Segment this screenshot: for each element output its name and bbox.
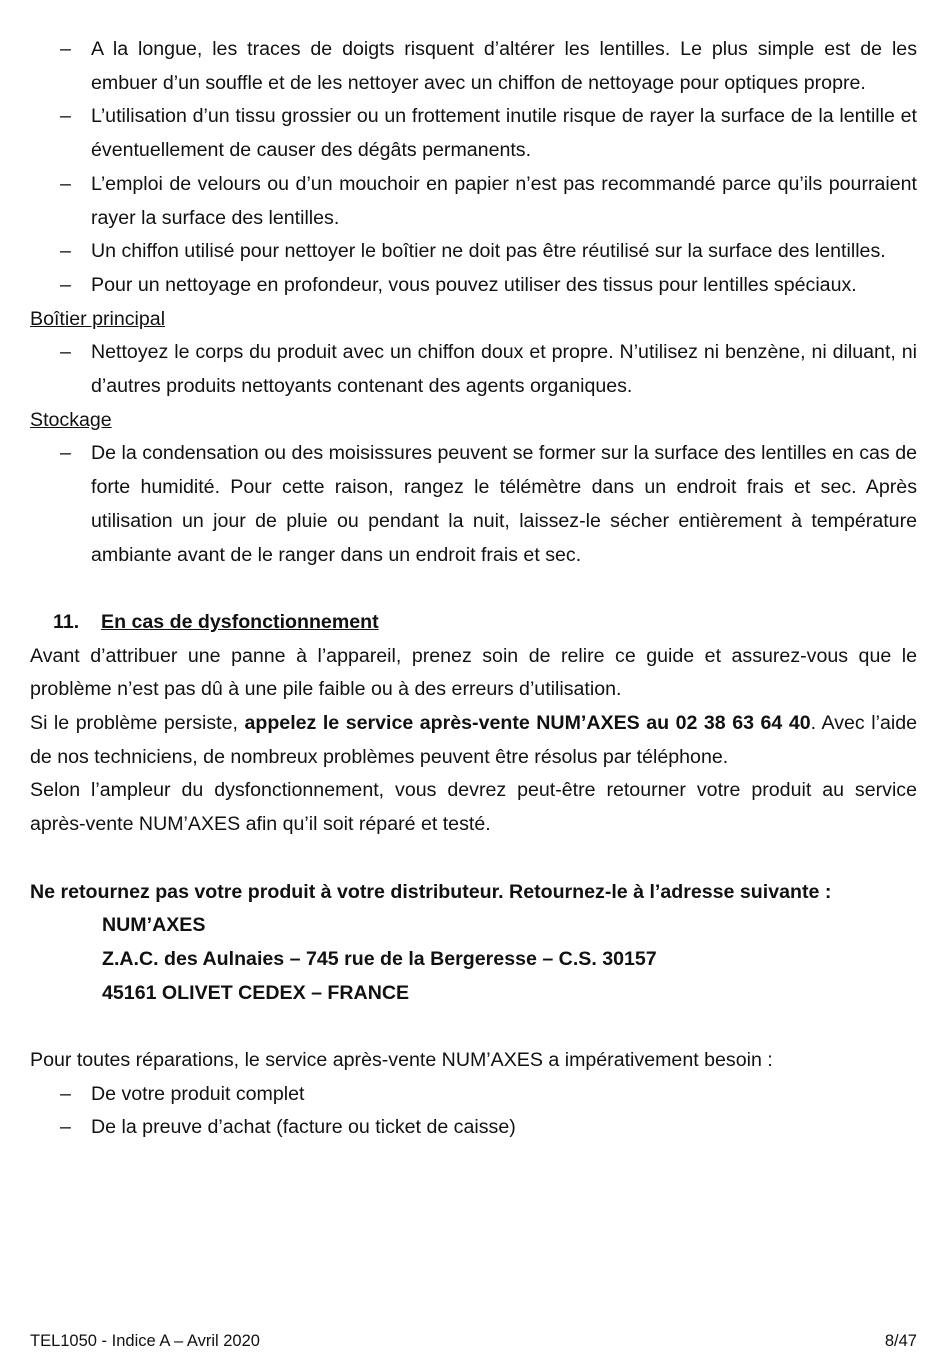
- lens-cleaning-list: [30, 33, 917, 303]
- body-cleaning-list: [30, 336, 917, 403]
- after-sales-text-end: . Avec l’aide de nos techniciens, de nombreux problèmes peuvent être résolus par téléphone.: [30, 712, 917, 768]
- list-item: – De votre produit complet: [30, 1078, 917, 1112]
- malfunction-intro-paragraph: Avant d’attribuer une panne à l’appareil, prenez soin de relire ce guide et assurez-vous que le problème n’est pas dû à une pile faible ou à des erreurs d’utilisation.: [30, 644, 917, 701]
- return-notice: Ne retournez pas votre produit à votre distributeur. Retournez-le à l’adresse suivante :: [30, 880, 832, 903]
- address-line-1: NUM’AXES: [102, 914, 206, 937]
- section-title: En cas de dysfonctionnement: [101, 610, 379, 633]
- address-line-2: Z.A.C. des Aulnaies – 745 rue de la Bergeresse – C.S. 30157: [102, 947, 657, 970]
- address-line-3: 45161 OLIVET CEDEX – FRANCE: [102, 981, 410, 1004]
- after-sales-paragraph: [30, 707, 917, 774]
- return-paragraph: Selon l’ampleur du dysfonctionnement, vous devrez peut-être retourner votre produit au service après-vente NUM’AXES afin qu’il soit réparé et testé.: [30, 779, 917, 836]
- repair-requirements-intro: Pour toutes réparations, le service après-vente NUM’AXES a impérativement besoin :: [30, 1049, 773, 1072]
- section-heading: [30, 606, 917, 640]
- storage-section-heading: Stockage: [30, 408, 112, 431]
- list-item: – De la preuve d’achat (facture ou ticket de caisse): [30, 1111, 917, 1145]
- list-item: – Pour un nettoyage en profondeur, vous pouvez utiliser des tissus pour lentilles spéciaux.: [30, 269, 917, 303]
- list-item: – Un chiffon utilisé pour nettoyer le boîtier ne doit pas être réutilisé sur la surface des lentilles.: [30, 235, 917, 269]
- list-item: – L’emploi de velours ou d’un mouchoir en papier n’est pas recommandé parce qu’ils pourraient rayer la surface des lentilles.: [30, 168, 917, 235]
- after-sales-text-start: Si le problème persiste,: [30, 712, 245, 735]
- list-item: – De la condensation ou des moisissures peuvent se former sur la surface des lentilles en cas de forte humidité. Pour cette raison, rangez le télémètre dans un endroit frais et sec. Après utilisation un jour de pluie ou pendant la nuit, laissez-le sécher entièrement à température ambiante avant de le ranger dans un endroit frais et sec.: [30, 437, 917, 572]
- list-item: – Nettoyez le corps du produit avec un chiffon doux et propre. N’utilisez ni benzène, ni diluant, ni d’autres produits nettoyants contenant des agents organiques.: [30, 336, 917, 403]
- footer-document-ref: TEL1050 - Indice A – Avril 2020: [30, 1332, 260, 1350]
- body-section-heading: Boîtier principal: [30, 307, 166, 330]
- section-number: 11.: [53, 610, 80, 633]
- repair-requirements-list: [30, 1078, 917, 1145]
- list-item: – A la longue, les traces de doigts risquent d’altérer les lentilles. Le plus simple est de les embuer d’un souffle et de les nettoyer avec un chiffon de nettoyage pour optiques propre.: [30, 33, 917, 100]
- page-number: 8/47: [884, 1332, 917, 1350]
- page-footer: [30, 1330, 917, 1352]
- list-item: – L’utilisation d’un tissu grossier ou un frottement inutile risque de rayer la surface de la lentille et éventuellement de causer des dégâts permanents.: [30, 100, 917, 167]
- after-sales-phone: appelez le service après-vente NUM’AXES au 02 38 63 64 40: [244, 712, 811, 735]
- storage-list: [30, 437, 917, 572]
